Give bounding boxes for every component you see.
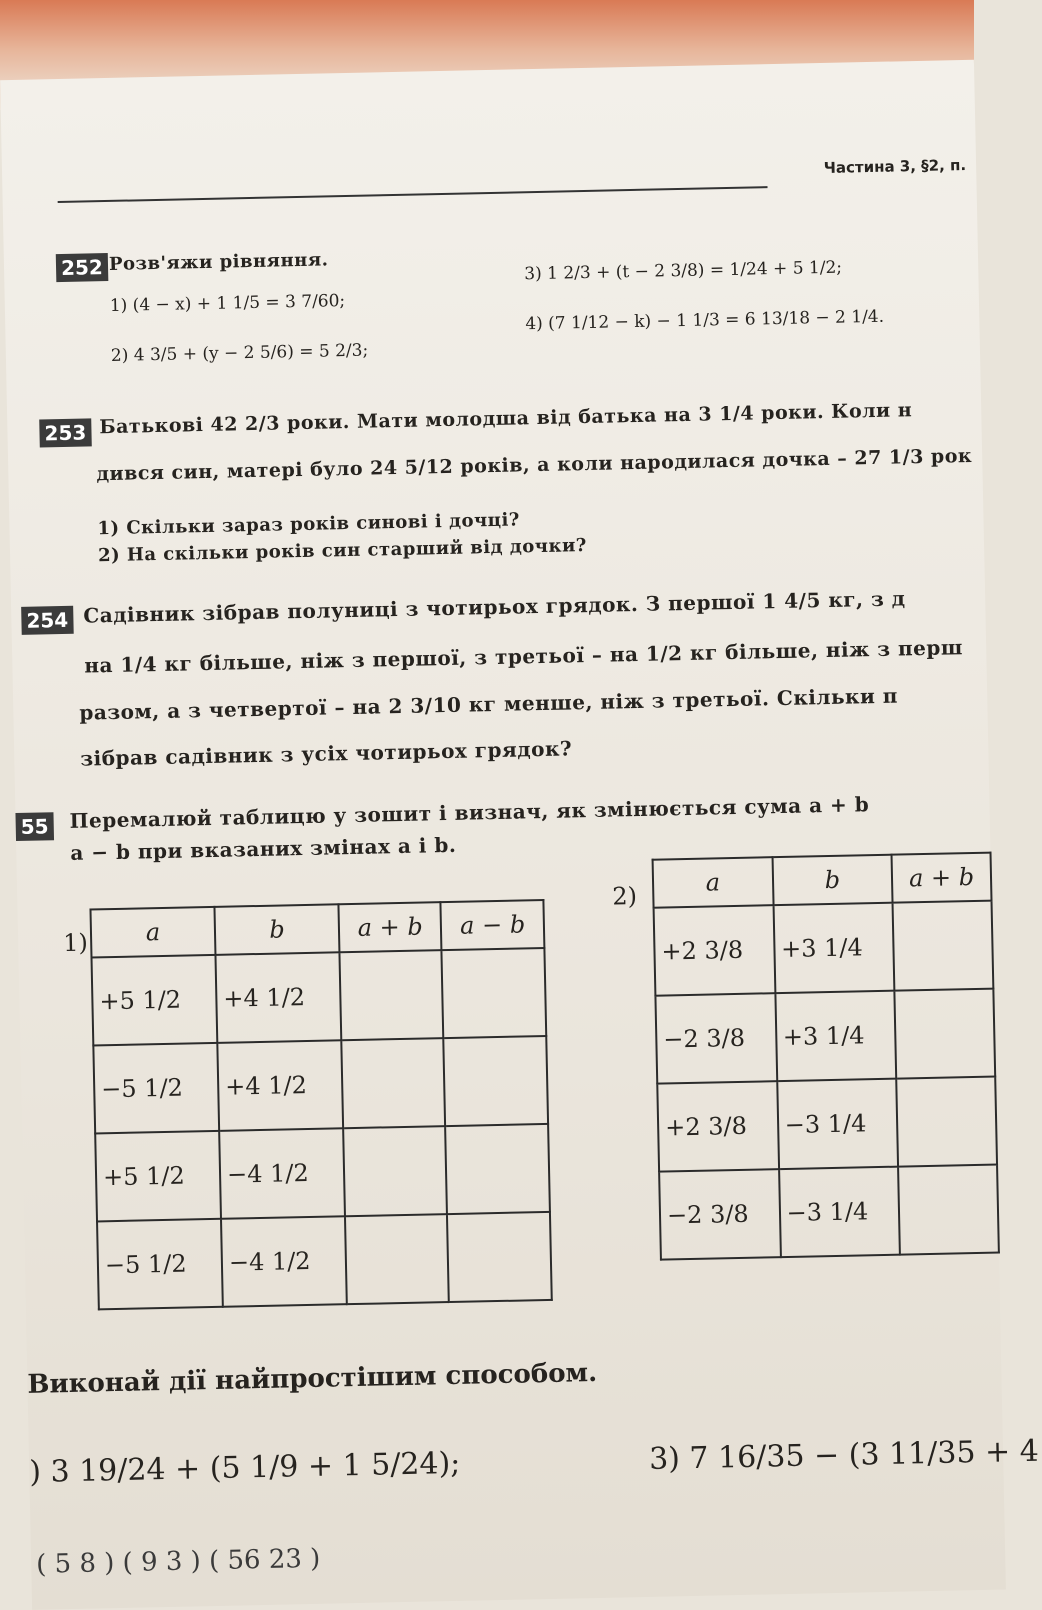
page-header: Частина 3, §2, п. [823, 155, 967, 177]
problem-number-255: 55 [15, 812, 53, 841]
empty-cell [447, 1212, 551, 1302]
table-row [655, 989, 995, 1084]
equation-4: 4) (7 1/12 − k) − 1 1/3 = 6 13/18 − 2 1/4. [525, 306, 885, 335]
cell: +3 1/4 [775, 991, 896, 1081]
table-row [659, 1165, 999, 1260]
empty-cell [341, 1038, 445, 1128]
table-row [653, 853, 992, 908]
cell: +4 1/2 [217, 1040, 343, 1131]
cell: +4 1/2 [215, 952, 341, 1043]
cell: −3 1/4 [779, 1167, 900, 1257]
cell: −5 1/2 [97, 1219, 223, 1310]
empty-cell [339, 950, 443, 1040]
cell: +5 1/2 [91, 955, 217, 1046]
header-diff: a − b [441, 900, 544, 950]
empty-cell [343, 1126, 447, 1216]
header-a: a [90, 907, 215, 958]
empty-cell [345, 1214, 449, 1304]
textbook-page [0, 60, 1040, 1610]
equation-3: 3) 1 2/3 + (t − 2 3/8) = 1/24 + 5 1/2; [524, 257, 843, 285]
empty-cell [898, 1165, 999, 1255]
equation-1: 1) (4 − x) + 1 1/5 = 3 7/60; [109, 291, 346, 316]
problem-252-title: Розв'яжи рівняння. [108, 249, 329, 275]
cell: −2 3/8 [655, 993, 776, 1083]
problem-number-252: 252 [56, 253, 108, 282]
cell: −4 1/2 [221, 1216, 347, 1307]
cell: −4 1/2 [219, 1128, 345, 1219]
problem-number-253: 253 [39, 418, 91, 447]
problem-255-line2: a − b при вказаних змінах a і b. [70, 832, 457, 865]
table-2 [652, 852, 1000, 1261]
problem-253-question2: 2) На скільки років син старший від дочки? [97, 535, 588, 567]
cell: +2 3/8 [654, 905, 775, 995]
empty-cell [893, 901, 994, 991]
problem-256-title: Виконай дії найпростішим способом. [27, 1357, 598, 1400]
expression-3: 3) 7 16/35 − (3 11/35 + 4 [648, 1433, 1040, 1477]
header-sum: a + b [338, 902, 441, 952]
table-row [657, 1077, 997, 1172]
problem-254-line3: разом, а з четвертої – на 2 3/10 кг менше, ніж з третьої. Скільки п [79, 683, 899, 725]
table1-label: 1) [62, 928, 89, 958]
table-row [97, 1212, 552, 1309]
problem-253-line1: Батькові 42 2/3 роки. Мати молодша від батька на 3 1/4 роки. Коли н [99, 399, 913, 439]
cell: +5 1/2 [95, 1131, 221, 1222]
empty-cell [446, 1124, 550, 1214]
equation-2: 2) 4 3/5 + (y − 2 5/6) = 5 2/3; [110, 340, 369, 366]
header-rule [58, 186, 768, 203]
problem-number-254: 254 [21, 606, 73, 635]
problem-254-line1: Садівник зібрав полуниці з чотирьох грядок. З першої 1 4/5 кг, з д [83, 586, 906, 628]
cell: −5 1/2 [93, 1043, 219, 1134]
empty-cell [444, 1036, 548, 1126]
table2-label: 2) [612, 882, 638, 911]
table-1 [89, 899, 552, 1310]
problem-254-line2: на 1/4 кг більше, ніж з першої, з третьої – на 1/2 кг більше, ніж з перш [84, 635, 964, 678]
problem-253-line2: дився син, матері було 24 5/12 років, а коли народилася дочка – 27 1/3 рок [96, 444, 973, 486]
problem-255-line1: Перемалюй таблицю у зошит і визнач, як змінюється сума a + b [69, 792, 870, 833]
cell: +2 3/8 [657, 1081, 778, 1171]
table-row [91, 948, 546, 1045]
problem-253-question1: 1) Скільки зараз років синові і дочці? [97, 509, 521, 540]
header-b: b [214, 904, 339, 955]
table-row [654, 901, 994, 996]
problem-254-line4: зібрав садівник з усіх чотирьох грядок? [80, 736, 573, 771]
table-row [93, 1036, 548, 1133]
table-row [95, 1124, 550, 1221]
cell: −2 3/8 [659, 1169, 780, 1259]
header-b: b [772, 855, 893, 905]
expression-1: ) 3 19/24 + (5 1/9 + 1 5/24); [28, 1445, 461, 1490]
header-sum: a + b [892, 853, 992, 903]
empty-cell [896, 1077, 997, 1167]
cell: −3 1/4 [777, 1079, 898, 1169]
empty-cell [442, 948, 546, 1038]
header-a: a [653, 857, 774, 907]
cell: +3 1/4 [773, 903, 894, 993]
empty-cell [895, 989, 996, 1079]
cut-off-expressions: ( 5 8 ) ( 9 3 ) ( 56 23 ) [35, 1543, 321, 1580]
